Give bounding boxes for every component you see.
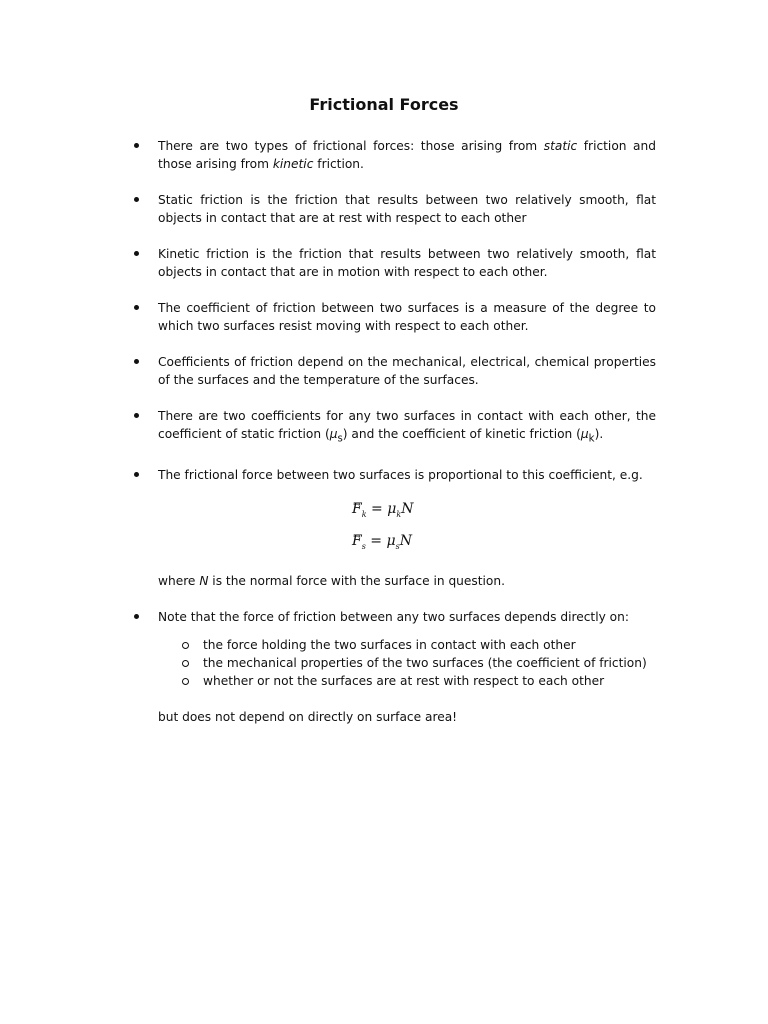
where-line: where N is the normal force with the surface in question. [158, 574, 505, 589]
list-item [0, 466, 768, 590]
sub-list-item: the force holding the two surfaces in contact with each other [203, 636, 768, 654]
bullet-list [0, 137, 768, 726]
bullet-icon [134, 251, 139, 256]
bullet-text: Static friction is the friction that results between two relatively smooth, flat objects in contact that are at rest with respect to each other [158, 193, 656, 225]
closing-note: but does not depend on directly on surface area! [158, 710, 458, 725]
list-item [0, 245, 768, 281]
bullet-icon [134, 614, 139, 619]
bullet-icon [134, 359, 139, 364]
bullet-text: Note that the force of friction between any two surfaces depends directly on: [158, 610, 629, 625]
bullet-icon [134, 413, 139, 418]
circle-bullet-icon [182, 660, 189, 667]
bullet-text: Kinetic friction is the friction that results between two relatively smooth, flat objects in contact that are in motion with respect to each other. [158, 247, 656, 279]
bullet-icon [134, 143, 139, 148]
list-item [0, 191, 768, 227]
bullet-icon [134, 305, 139, 310]
bullet-icon [134, 472, 139, 477]
list-item [0, 407, 768, 448]
equation-block [352, 496, 768, 560]
sub-list [0, 636, 768, 690]
circle-bullet-icon [182, 642, 189, 649]
sub-list-item: whether or not the surfaces are at rest with respect to each other [203, 672, 768, 690]
bullet-text: The coefficient of friction between two surfaces is a measure of the degree to which two surfaces resist moving with respect to each other. [158, 301, 656, 333]
list-item [0, 608, 768, 726]
bullet-text: There are two types of frictional forces: those arising from static friction and those arising from kinetic friction. [158, 139, 656, 171]
list-item [0, 137, 768, 173]
list-item [0, 353, 768, 389]
bullet-text: The frictional force between two surfaces is proportional to this coefficient, e.g. [158, 468, 643, 483]
equation-kinetic: → $F_k = \mu_kN$ [352, 496, 768, 528]
circle-bullet-icon [182, 678, 189, 685]
equation-static: → $F_s = \mu_sN$ [352, 528, 768, 560]
bullet-text: Coefficients of friction depend on the mechanical, electrical, chemical properties of the surfaces and the temperature of the surfaces. [158, 355, 656, 387]
page-title: Frictional Forces [309, 95, 459, 114]
bullet-icon [134, 197, 139, 202]
bullet-text: There are two coefficients for any two surfaces in contact with each other, the coefficient of static friction $(\mu_s)$ and the coefficient of kinetic friction $(\mu_k)$. [158, 409, 656, 445]
sub-list-item: the mechanical properties of the two surfaces (the coefficient of friction) [203, 654, 768, 672]
list-item [0, 299, 768, 335]
